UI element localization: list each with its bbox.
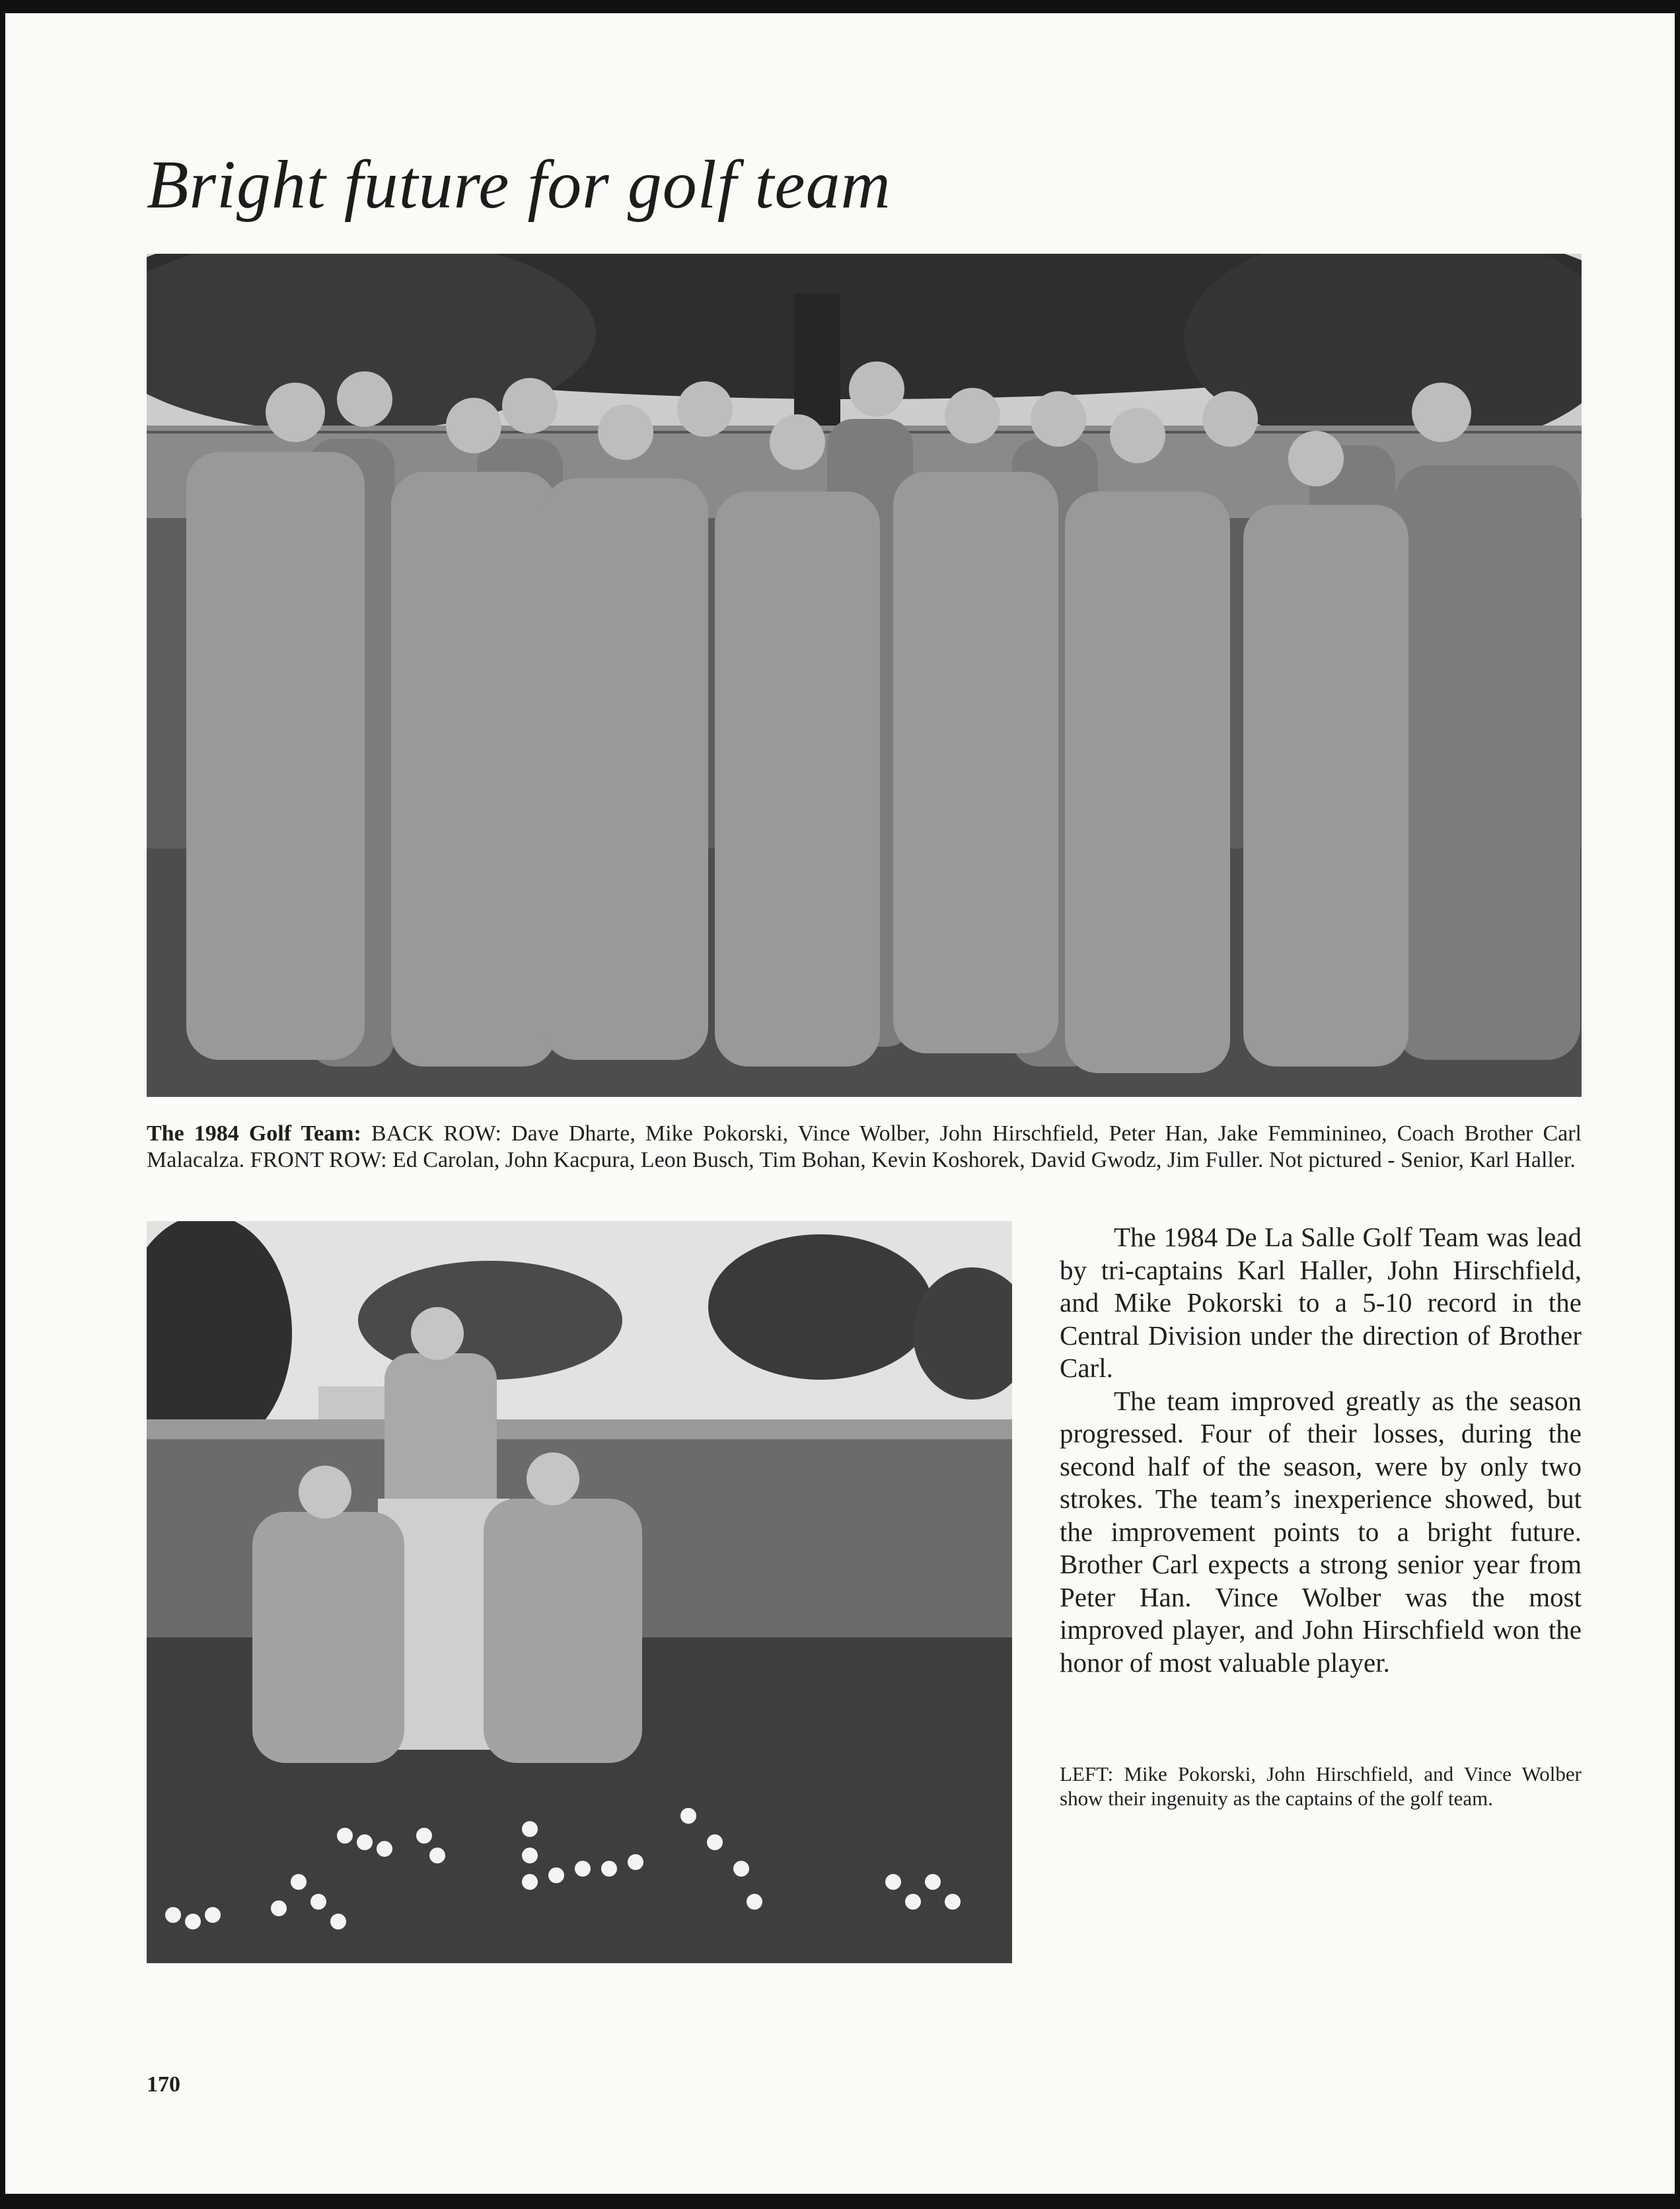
yearbook-page (5, 13, 1675, 2194)
article-paragraph: The 1984 De La Salle Golf Team was lead by tri-captains Karl Haller, John Hirschfield, and Mike Pokorski to a 5-10 record in the Central Division under the direction of Brother Carl. (1060, 1222, 1582, 1383)
caption-lead: The 1984 Golf Team: (147, 1121, 361, 1146)
page-number: 170 (147, 2072, 180, 2097)
captains-photo-caption: LEFT: Mike Pokorski, John Hirschfield, and Vince Wolber show their ingenuity as the captains of the golf team. (1060, 1762, 1582, 1810)
captains-photo (147, 1221, 1012, 1963)
page-title: Bright future for golf team (147, 147, 891, 223)
team-photo-caption (147, 1121, 1582, 1174)
team-photo (147, 254, 1582, 1097)
caption-text: BACK ROW: Dave Dharte, Mike Pokorski, Vince Wolber, John Hirschfield, Peter Han, Jake Femminineo, Coach Brother Carl Malacalza. FRONT ROW: Ed Carolan, John Kacpura, Leon Busch, Tim Bohan, Kevin Koshorek, David Gwodz, Jim Fuller. Not pictured - Senior, Karl Haller. (147, 1121, 1582, 1172)
article-paragraph: The team improved greatly as the season progressed. Four of their losses, during the second half of the season, were by only two strokes. The team’s inexperience showed, but the improvement points to a bright future. Brother Carl expects a strong senior year from Peter Han. Vince Wolber was the most improved player, and John Hirschfield won the honor of most valuable player. (1060, 1385, 1582, 1678)
article-body (1060, 1221, 1582, 1679)
